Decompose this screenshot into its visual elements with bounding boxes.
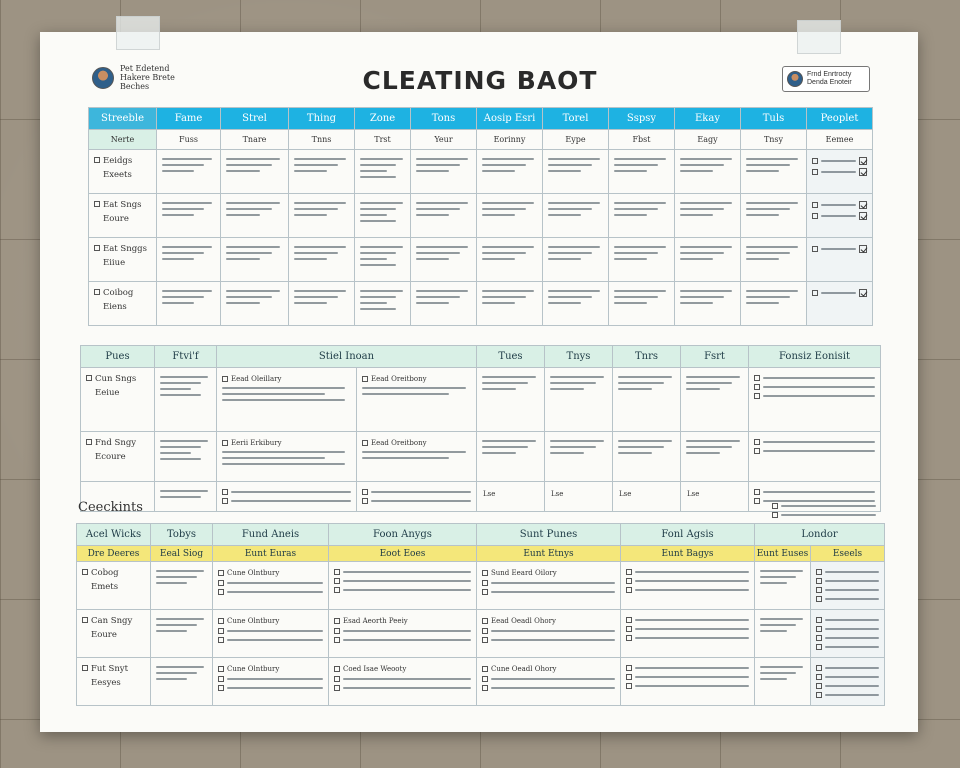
row-checkbox[interactable] — [816, 635, 822, 641]
t3-yellow: Eunt Euras — [213, 546, 329, 562]
row-checkbox[interactable] — [626, 683, 632, 689]
row-checkbox[interactable] — [816, 644, 822, 650]
footer-cell: Lse — [613, 482, 681, 512]
t3-header: Foon Anygs — [329, 524, 477, 546]
task-label: Cune Olntbury — [227, 617, 280, 625]
row-checkbox[interactable] — [626, 578, 632, 584]
row-checkbox[interactable] — [754, 375, 760, 381]
row-name: Can Sngy — [91, 616, 133, 626]
row-checkbox[interactable] — [86, 439, 92, 445]
logo-line-2: Hakere Brete — [120, 73, 175, 82]
t1-subheader: Tnsy — [741, 130, 807, 150]
row-checkbox[interactable] — [626, 674, 632, 680]
row-checkbox[interactable] — [812, 158, 818, 164]
row-checkbox[interactable] — [816, 617, 822, 623]
row-checkbox[interactable] — [816, 665, 822, 671]
row-checkbox[interactable] — [362, 489, 368, 495]
t3-header: Acel Wicks — [77, 524, 151, 546]
t1-subheader: Fbst — [609, 130, 675, 150]
row-checkbox[interactable] — [222, 440, 228, 446]
row-checkbox[interactable] — [82, 617, 88, 623]
page-title: CLEATING BAOT — [362, 66, 598, 95]
t1-header: Strel — [221, 108, 289, 130]
t3-yellow: Eseels — [811, 546, 885, 562]
t3-yellow: Eunt Euses — [755, 546, 811, 562]
row-checkbox[interactable] — [222, 498, 228, 504]
section-label: Ceeckints — [78, 500, 143, 515]
row-subname: Eoure — [103, 214, 129, 224]
t3-yellow: Dre Deeres — [77, 546, 151, 562]
check-icon[interactable] — [859, 289, 867, 297]
badge — [782, 66, 870, 92]
row-checkbox[interactable] — [812, 202, 818, 208]
t2-header: Ftvi'f — [155, 346, 217, 368]
t1-subheader: Nerte — [89, 130, 157, 150]
t1-subheader: Yeur — [411, 130, 477, 150]
row-checkbox[interactable] — [82, 569, 88, 575]
t3-header: Tobys — [151, 524, 213, 546]
row-checkbox[interactable] — [362, 440, 368, 446]
t1-header: Tons — [411, 108, 477, 130]
task-label: Eead Oreitbony — [371, 439, 427, 447]
tape-left — [116, 16, 160, 50]
logo-line-1: Pet Edetend — [120, 64, 170, 73]
row-checkbox[interactable] — [334, 618, 340, 624]
t1-subheader: Trst — [355, 130, 411, 150]
t1-subheader: Fuss — [157, 130, 221, 150]
footer-cell: Lse — [681, 482, 749, 512]
row-name: Cun Sngs — [95, 374, 137, 384]
row-subname: Ecoure — [95, 452, 126, 462]
task-label: Eerii Erkibury — [231, 439, 282, 447]
checklist-table — [76, 523, 885, 706]
t2-header: Tnys — [545, 346, 613, 368]
row-checkbox[interactable] — [812, 290, 818, 296]
task-label: Esad Aeorth Peeiy — [343, 617, 408, 625]
row-checkbox[interactable] — [482, 570, 488, 576]
row-name: Eeidgs — [103, 156, 133, 166]
t1-subheader: Eemee — [807, 130, 873, 150]
row-checkbox[interactable] — [334, 578, 340, 584]
t2-header: Pues — [81, 346, 155, 368]
row-checkbox[interactable] — [94, 157, 100, 163]
check-icon[interactable] — [859, 245, 867, 253]
row-checkbox[interactable] — [816, 578, 822, 584]
table-row — [81, 368, 881, 432]
footer-cell: Lse — [477, 482, 545, 512]
row-checkbox[interactable] — [482, 618, 488, 624]
table-row — [89, 282, 873, 326]
row-checkbox[interactable] — [218, 570, 224, 576]
table-row — [81, 482, 881, 512]
schedule-table — [88, 107, 873, 326]
row-name: Coibog — [103, 288, 134, 298]
badge-avatar-icon — [787, 71, 803, 87]
t1-subheader: Eagy — [675, 130, 741, 150]
row-checkbox[interactable] — [222, 489, 228, 495]
row-checkbox[interactable] — [754, 384, 760, 390]
legend-checkbox[interactable] — [772, 512, 778, 518]
task-label: Sund Eeard Oilory — [491, 569, 557, 577]
t1-header: Thing — [289, 108, 355, 130]
check-icon[interactable] — [859, 201, 867, 209]
row-subname: Eiiue — [103, 258, 126, 268]
t2-header: Fonsiz Eonisit — [749, 346, 881, 368]
row-name: Eat Sngs — [103, 200, 142, 210]
table-row — [77, 658, 885, 706]
row-checkbox[interactable] — [626, 665, 632, 671]
row-checkbox[interactable] — [222, 376, 228, 382]
row-checkbox[interactable] — [626, 569, 632, 575]
logo-line-3: Beches — [120, 82, 150, 91]
row-checkbox[interactable] — [754, 393, 760, 399]
row-checkbox[interactable] — [626, 617, 632, 623]
row-checkbox[interactable] — [816, 587, 822, 593]
table-row — [89, 238, 873, 282]
row-checkbox[interactable] — [812, 213, 818, 219]
task-label: Eead Oleillary — [231, 375, 282, 383]
table-row — [81, 432, 881, 482]
row-checkbox[interactable] — [626, 635, 632, 641]
row-checkbox[interactable] — [334, 587, 340, 593]
t1-header: Tuls — [741, 108, 807, 130]
t1-subheader: Eorinny — [477, 130, 543, 150]
table-row — [77, 562, 885, 610]
task-label: Cune Oeadl Ohory — [491, 665, 557, 673]
t3-header: Fonl Agsis — [621, 524, 755, 546]
row-subname: Exeets — [103, 170, 132, 180]
row-checkbox[interactable] — [82, 665, 88, 671]
t1-subheader: Tnare — [221, 130, 289, 150]
row-checkbox[interactable] — [94, 289, 100, 295]
row-checkbox[interactable] — [94, 201, 100, 207]
task-label: Cune Olntbury — [227, 569, 280, 577]
t1-header: Ekay — [675, 108, 741, 130]
t1-header: Zone — [355, 108, 411, 130]
row-checkbox[interactable] — [626, 626, 632, 632]
row-checkbox[interactable] — [218, 618, 224, 624]
t3-yellow: Eunt Bagys — [621, 546, 755, 562]
row-checkbox[interactable] — [754, 448, 760, 454]
t3-header: Londor — [755, 524, 885, 546]
t2-header: Stiel Inoan — [217, 346, 477, 368]
zone-table — [80, 345, 881, 512]
t3-yellow: Eunt Etnys — [477, 546, 621, 562]
badge-line-1: Frnd Enrtrocty — [807, 71, 852, 78]
t2-header: Tnrs — [613, 346, 681, 368]
table-row — [89, 150, 873, 194]
row-name: Eat Snggs — [103, 244, 147, 254]
row-checkbox[interactable] — [86, 375, 92, 381]
t1-header: Fame — [157, 108, 221, 130]
row-checkbox[interactable] — [218, 666, 224, 672]
row-checkbox[interactable] — [334, 569, 340, 575]
row-checkbox[interactable] — [482, 666, 488, 672]
row-subname: Emets — [91, 582, 119, 592]
table-row — [89, 194, 873, 238]
row-checkbox[interactable] — [754, 498, 760, 504]
row-checkbox[interactable] — [816, 626, 822, 632]
row-name: Cobog — [91, 568, 119, 578]
table-row — [77, 610, 885, 658]
footer-cell: Lse — [545, 482, 613, 512]
legend — [772, 500, 876, 521]
task-label: Cune Olntbury — [227, 665, 280, 673]
t2-header: Tues — [477, 346, 545, 368]
row-subname: Eiens — [103, 302, 127, 312]
row-checkbox[interactable] — [94, 245, 100, 251]
row-checkbox[interactable] — [334, 666, 340, 672]
row-checkbox[interactable] — [754, 489, 760, 495]
check-icon[interactable] — [859, 168, 867, 176]
check-icon[interactable] — [859, 157, 867, 165]
task-label: Eead Oreitbony — [371, 375, 427, 383]
row-name: Fnd Sngy — [95, 438, 137, 448]
row-checkbox[interactable] — [812, 246, 818, 252]
check-icon[interactable] — [859, 212, 867, 220]
row-checkbox[interactable] — [754, 439, 760, 445]
t1-subheader: Eype — [543, 130, 609, 150]
row-checkbox[interactable] — [362, 376, 368, 382]
t1-header: Sspsy — [609, 108, 675, 130]
t1-header: Streeble — [89, 108, 157, 130]
row-checkbox[interactable] — [812, 169, 818, 175]
row-checkbox[interactable] — [816, 692, 822, 698]
t1-subheader: Tnns — [289, 130, 355, 150]
row-name: Fut Snyt — [91, 664, 129, 674]
row-checkbox[interactable] — [816, 683, 822, 689]
row-checkbox[interactable] — [816, 569, 822, 575]
row-subname: Eeiue — [95, 388, 120, 398]
task-label: Eead Oeadl Ohory — [491, 617, 556, 625]
task-label: Coed Isae Weooty — [343, 665, 407, 673]
badge-line-2: Denda Enoteir — [807, 79, 852, 86]
t3-yellow: Eeal Siog — [151, 546, 213, 562]
row-checkbox[interactable] — [816, 596, 822, 602]
t1-header: Torel — [543, 108, 609, 130]
tape-right — [797, 20, 841, 54]
t1-header: Peoplet — [807, 108, 873, 130]
t3-header: Fund Aneis — [213, 524, 329, 546]
row-subname: Eesyes — [91, 678, 121, 688]
row-checkbox[interactable] — [626, 587, 632, 593]
t3-header: Sunt Punes — [477, 524, 621, 546]
row-checkbox[interactable] — [362, 498, 368, 504]
t3-yellow: Eoot Eoes — [329, 546, 477, 562]
t1-header: Aosip Esri — [477, 108, 543, 130]
row-checkbox[interactable] — [816, 674, 822, 680]
legend-checkbox[interactable] — [772, 503, 778, 509]
t2-header: Fsrt — [681, 346, 749, 368]
row-subname: Eoure — [91, 630, 117, 640]
